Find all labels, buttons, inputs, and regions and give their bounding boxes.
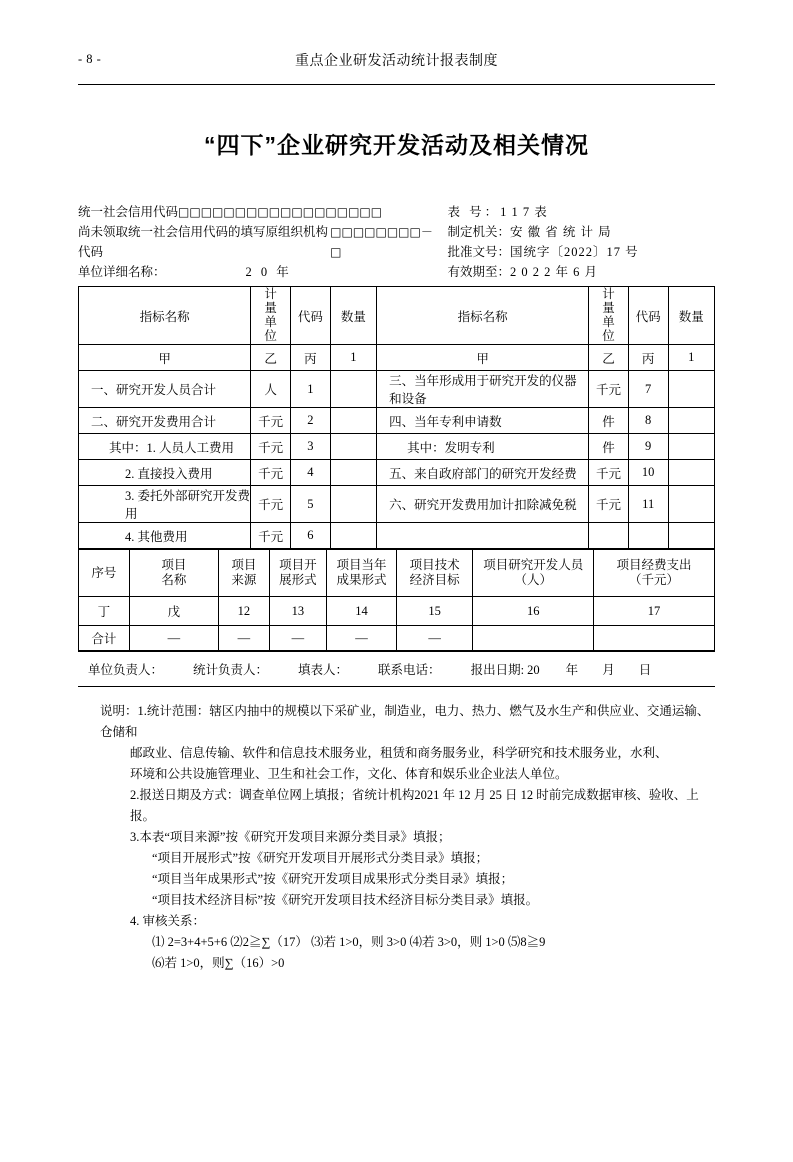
table-row [79,460,715,486]
report-date-label: 报出日期: 20 [470,663,540,677]
indicator-name: 3. 委托外部研究开发费用 [79,486,251,523]
indicator-code: 7 [628,371,668,408]
table-row [79,486,715,523]
project-code-cell: 16 [473,597,594,626]
approval-number-label: 批准文号： [447,245,510,259]
month-label: 月 [602,663,615,677]
notes-block [78,701,715,974]
project-header-target: 项目技术 经济目标 [396,550,472,597]
total-label: 合计 [79,626,130,651]
indicator-qty-empty[interactable] [668,523,714,549]
note-line: 3.本表“项目来源”按《研究开发项目来源分类目录》填报； [130,830,451,844]
indicator-qty[interactable] [330,486,376,523]
day-label: 日 [638,663,652,677]
table-row [79,434,715,460]
total-cell-expense[interactable] [594,626,715,651]
page-title: “四下”企业研究开发活动及相关情况 [204,132,589,158]
indicator-code-empty [628,523,668,549]
indicator-name: 六、研究开发费用加计扣除减免税 [377,486,589,523]
credit-code-label: 统一社会信用代码 [78,205,179,219]
project-code-cell: 14 [327,597,397,626]
note-line: 2.报送日期及方式：调查单位网上填报；省统计机构2021 年 12 月 25 日 12 时前完成数据审核、验收、上报。 [130,788,699,823]
header-code-right: 代码 [628,287,668,345]
meta-block [78,202,715,282]
signature-row [78,651,715,687]
meta-left-row-1 [78,202,435,222]
indicator-qty[interactable] [330,523,376,549]
total-cell: — [327,626,397,651]
total-cell: — [129,626,218,651]
indicator-qty[interactable] [668,371,714,408]
form-number-label: 表 号： [447,205,501,219]
subheader-jia-right: 甲 [377,345,589,371]
indicator-code: 11 [628,486,668,523]
project-header-row [79,550,715,597]
org-code-label: 尚未领取统一社会信用代码的填写原组织机构代码 [78,225,329,259]
indicator-unit: 件 [589,434,629,460]
indicator-unit: 千元 [251,408,291,434]
note-line: ⑹若 1>0，则∑（16）>0 [152,956,285,970]
page-number: - 8 - [78,52,102,66]
project-code-cell: 戊 [129,597,218,626]
valid-until-row [447,262,715,282]
project-code-cell: 13 [269,597,326,626]
approval-number-value: 国统字〔2022〕17 号 [509,245,639,259]
year-label: 年 [565,663,579,677]
org-code-boxes[interactable]: □□□□□□□□－□ [330,225,433,259]
document-page [0,40,793,1162]
indicator-code: 9 [628,434,668,460]
unit-head-label: 单位负责人： [88,663,164,677]
header-unit-left: 计量单位 [251,287,291,345]
subheader-jia-left: 甲 [79,345,251,371]
project-total-row [79,626,715,651]
note-line: “项目开展形式”按《研究开发项目开展形式分类目录》填报； [152,851,489,865]
form-number-value: 1 1 7 表 [500,205,548,219]
indicator-name: 4. 其他费用 [79,523,251,549]
note-line: “项目当年成果形式”按《研究开发项目成果形式分类目录》填报； [152,872,514,886]
valid-until-label: 有效期至： [447,265,510,279]
project-code-row [79,597,715,626]
indicator-unit: 千元 [251,523,291,549]
subheader-bing-left: 丙 [290,345,330,371]
indicator-code: 1 [290,371,330,408]
indicator-code: 5 [290,486,330,523]
indicator-code: 10 [628,460,668,486]
note-line: 说明：1.统计范围：辖区内抽中的规模以下采矿业，制造业，电力、热力、燃气及水生产和供应业、交通运输、仓储和 [100,704,710,739]
project-header-form: 项目开 展形式 [269,550,326,597]
meta-left [78,202,435,282]
filler-label: 填表人： [298,663,349,677]
indicator-name: 五、来自政府部门的研究开发经费 [377,460,589,486]
table-row [79,371,715,408]
issuing-agency-row [447,222,715,242]
note-line: 环境和公共设施管理业、卫生和社会工作，文化、体育和娱乐业企业法人单位。 [130,767,568,781]
header-indicator-name-right: 指标名称 [377,287,589,345]
credit-code-boxes[interactable]: □□□□□□□□□□□□□□□□□□ [178,205,383,219]
project-header-seq: 序号 [79,550,130,597]
indicator-qty[interactable] [668,486,714,523]
total-cell: — [218,626,269,651]
indicator-name-empty [377,523,589,549]
indicator-qty[interactable] [330,371,376,408]
header-qty-right: 数量 [668,287,714,345]
indicator-unit: 人 [251,371,291,408]
indicator-qty[interactable] [330,460,376,486]
indicator-code: 6 [290,523,330,549]
project-code-cell: 12 [218,597,269,626]
header-code-left: 代码 [290,287,330,345]
form-number-row [447,202,715,222]
indicator-unit-empty [589,523,629,549]
indicator-name: 四、当年专利申请数 [377,408,589,434]
indicator-unit: 千元 [251,460,291,486]
indicator-name: 二、研究开发费用合计 [79,408,251,434]
project-header-expense: 项目经费支出 （千元） [594,550,715,597]
total-cell: — [269,626,326,651]
note-line: 4. 审核关系： [130,914,206,928]
page-header [78,40,715,85]
header-title: 重点企业研发活动统计报表制度 [295,52,498,68]
project-header-source: 项目 来源 [218,550,269,597]
unit-name-year[interactable]: 2 0 年 [245,265,292,279]
subheader-yi-left: 乙 [251,345,291,371]
indicator-code: 2 [290,408,330,434]
project-code-cell: 17 [594,597,715,626]
total-cell: — [396,626,472,651]
indicator-qty[interactable] [668,460,714,486]
indicator-unit: 件 [589,408,629,434]
subheader-yi-right: 乙 [589,345,629,371]
table-row [79,408,715,434]
indicator-qty[interactable] [668,434,714,460]
meta-left-row-2 [78,222,435,262]
stat-head-label: 统计负责人： [193,663,269,677]
indicator-name: 其中：1. 人员人工费用 [79,434,251,460]
subheader-one-right: 1 [668,345,714,371]
table-subheader-row [79,345,715,371]
project-code-cell: 15 [396,597,472,626]
meta-right [447,202,715,282]
table-row [79,523,715,549]
header-indicator-name-left: 指标名称 [79,287,251,345]
indicator-name: 其中：发明专利 [377,434,589,460]
indicator-name: 三、当年形成用于研究开发的仪器和设备 [377,371,589,408]
indicator-code: 4 [290,460,330,486]
project-code-cell: 丁 [79,597,130,626]
issuing-agency-value: 安 徽 省 统 计 局 [509,225,612,239]
indicator-unit: 千元 [589,460,629,486]
subheader-one-left: 1 [330,345,376,371]
phone-label: 联系电话： [378,663,441,677]
note-line: ⑴ 2=3+4+5+6 ⑵2≧∑（17） ⑶若 1>0，则 3>0 ⑷若 3>0，则 1>0 ⑸8≧9 [152,935,546,949]
project-table [78,549,715,651]
indicator-unit: 千元 [589,486,629,523]
unit-name-label: 单位详细名称： [78,265,166,279]
project-header-name: 项目 名称 [129,550,218,597]
indicator-qty[interactable] [330,408,376,434]
indicator-unit: 千元 [251,434,291,460]
issuing-agency-label: 制定机关： [447,225,510,239]
note-line: 邮政业、信息传输、软件和信息技术服务业，租赁和商务服务业，科学研究和技术服务业，水利、 [130,746,668,760]
indicator-name: 一、研究开发人员合计 [79,371,251,408]
total-cell-personnel[interactable] [473,626,594,651]
valid-until-value: 2 0 2 2 年 6 月 [509,265,598,279]
indicator-unit: 千元 [589,371,629,408]
indicator-code: 3 [290,434,330,460]
header-unit-right: 计量单位 [589,287,629,345]
note-line: “项目技术经济目标”按《研究开发项目技术经济目标分类目录》填报。 [152,893,539,907]
project-header-personnel: 项目研究开发人员 （人） [473,550,594,597]
indicator-qty[interactable] [668,408,714,434]
indicator-qty[interactable] [330,434,376,460]
subheader-bing-right: 丙 [628,345,668,371]
indicator-code: 8 [628,408,668,434]
project-header-result: 项目当年 成果形式 [327,550,397,597]
header-qty-left: 数量 [330,287,376,345]
indicator-name: 2. 直接投入费用 [79,460,251,486]
indicator-table [78,286,715,549]
indicator-unit: 千元 [251,486,291,523]
approval-number-row [447,242,715,262]
meta-left-row-3 [78,262,435,282]
table-header-row [79,287,715,345]
